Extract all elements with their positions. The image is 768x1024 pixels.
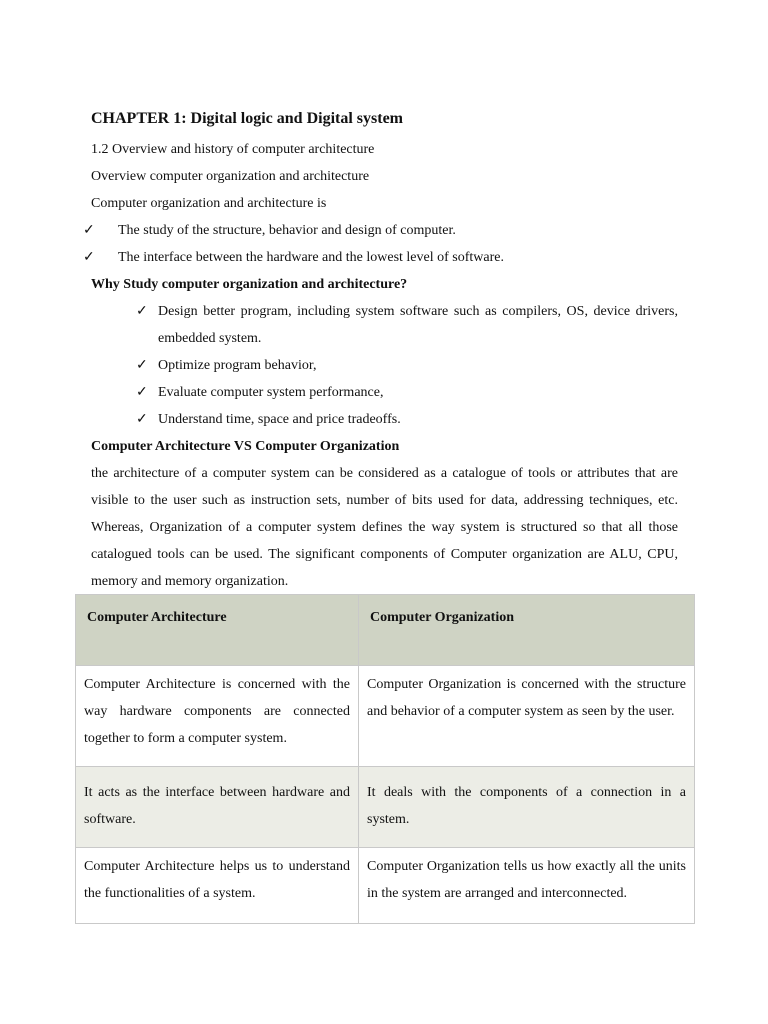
chapter-title: CHAPTER 1: Digital logic and Digital system [91,110,403,127]
table-cell: Computer Architecture helps us to understand the functionalities of a system. [76,848,359,924]
vs-heading: Computer Architecture VS Computer Organization [91,439,400,454]
check-icon: ✓ [136,385,148,400]
list-item: ✓ The study of the structure, behavior and design of computer. [91,217,678,244]
list-item: ✓ Design better program, including system software such as compilers, OS, device drivers, embedded system. [91,298,678,352]
check-icon: ✓ [83,223,95,238]
check-icon: ✓ [136,358,148,373]
list-item: ✓ Understand time, space and price tradeoffs. [91,406,678,433]
table-row [76,848,695,924]
check-icon: ✓ [136,304,148,319]
definition-intro: Computer organization and architecture is [91,196,327,211]
definition-list [83,217,678,271]
table-cell: Computer Architecture is concerned with the way hardware components are connected together to form a computer system. [76,666,359,767]
why-list [91,298,678,433]
table-cell: Computer Organization is concerned with the structure and behavior of a computer system as seen by the user. [359,666,695,767]
table-cell: It acts as the interface between hardware and software. [76,767,359,848]
vs-paragraph: the architecture of a computer system can be considered as a catalogue of tools or attributes that are visible to the user such as instruction sets, number of bits used for data, addressing techniques, etc. Whereas, Organization of a computer system defines the way system is structured so that all those catalogued tools can be used. The significant components of Computer organization are ALU, CPU, memory and memory organization. [91,466,678,589]
comparison-table [75,594,695,924]
table-row [76,767,695,848]
check-icon: ✓ [136,412,148,427]
overview-line: Overview computer organization and architecture [91,169,370,184]
list-item: ✓ Optimize program behavior, [91,352,678,379]
list-item: ✓ The interface between the hardware and the lowest level of software. [91,244,678,271]
table-header-row [76,595,695,666]
table-cell: It deals with the components of a connection in a system. [359,767,695,848]
table-cell: Computer Organization tells us how exactly all the units in the system are arranged and interconnected. [359,848,695,924]
check-icon: ✓ [83,250,95,265]
why-heading: Why Study computer organization and architecture? [91,277,408,292]
table-row [76,666,695,767]
header-organization: Computer Organization [359,595,695,666]
header-architecture: Computer Architecture [76,595,359,666]
document-body [83,108,678,595]
list-item: ✓ Evaluate computer system performance, [91,379,678,406]
section-heading: 1.2 Overview and history of computer architecture [91,142,375,157]
